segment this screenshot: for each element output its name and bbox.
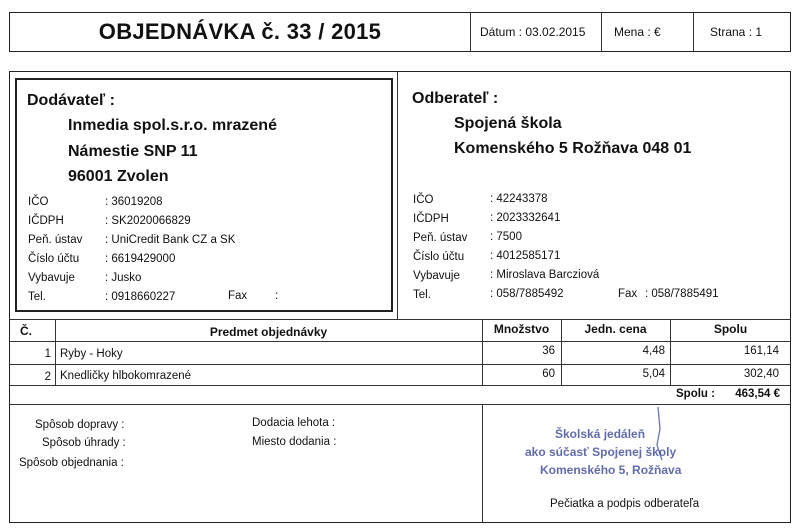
supplier-heading: Dodávateľ : [27, 92, 115, 109]
row-2-qty: 60 [542, 368, 555, 380]
table-row-rule [9, 364, 791, 365]
header-divider [470, 12, 471, 52]
col-header-qty: Množstvo [493, 322, 550, 336]
table-row-rule [9, 385, 791, 386]
supplier-name: Inmedia spol.s.r.o. mrazené [68, 117, 277, 134]
party-divider [397, 71, 398, 319]
customer-tel-value: : 058/7885492 [490, 288, 564, 300]
school-stamp [505, 425, 735, 495]
table-top-rule [9, 319, 791, 320]
customer-icdph-value: : 2023332641 [490, 212, 561, 224]
order-title: OBJEDNÁVKA č. 33 / 2015 [98, 19, 382, 44]
row-1-item: Ryby - Hoky [60, 348, 123, 360]
stamp-line-1: Školská jedáleň [555, 427, 646, 441]
col-header-item: Predmet objednávky [209, 325, 328, 339]
customer-handler-label: Vybavuje [413, 270, 460, 282]
customer-address: Komenského 5 Rožňava 048 01 [454, 140, 692, 157]
customer-ico-value: : 42243378 [490, 193, 548, 205]
customer-icdph-label: IČDPH [413, 213, 449, 225]
supplier-icdph-value: : SK2020066829 [105, 215, 191, 227]
col-header-total: Spolu [713, 322, 748, 336]
supplier-bank-value: : UniCredit Bank CZ a SK [105, 234, 236, 246]
stamp-line-2: ako súčasť Spojenej školy [525, 445, 677, 459]
payment-label: Spôsob úhrady : [42, 437, 126, 449]
header-divider [693, 12, 694, 52]
customer-ico-label: IČO [413, 194, 434, 206]
sum-value: 463,54 € [735, 388, 780, 400]
supplier-street: Námestie SNP 11 [68, 143, 198, 160]
customer-bank-value: : 7500 [490, 231, 522, 243]
col-header-price: Jedn. cena [584, 322, 647, 336]
supplier-handler-label: Vybavuje [28, 272, 75, 284]
customer-tel-label: Tel. [413, 289, 431, 301]
customer-bank-label: Peň. ústav [413, 232, 468, 244]
table-header-rule [9, 341, 791, 342]
footer-divider [482, 404, 483, 523]
customer-fax-value: : 058/7885491 [645, 288, 719, 300]
supplier-account-value: : 6619429000 [105, 253, 176, 265]
stamp-line-3: Komenského 5, Rožňava [540, 463, 682, 477]
supplier-fax-label: Fax [228, 290, 248, 302]
ordering-label: Spôsob objednania : [19, 457, 124, 469]
supplier-ico-value: : 36019208 [105, 196, 163, 208]
customer-handler-value: : Miroslava Barcziová [490, 269, 600, 281]
row-2-item: Knedličky hlbokomrazené [60, 370, 192, 382]
row-1-qty: 36 [542, 345, 555, 357]
supplier-tel-label: Tel. [28, 291, 46, 303]
row-1-no: 1 [44, 348, 51, 360]
customer-account-label: Číslo účtu [413, 251, 465, 263]
supplier-handler-value: : Jusko [105, 272, 142, 284]
row-2-price: 5,04 [642, 368, 665, 380]
supplier-city: 96001 Zvolen [68, 168, 169, 185]
delivery-term-label: Dodacia lehota : [252, 417, 336, 429]
supplier-icdph-label: IČDPH [28, 215, 64, 227]
page-number: Strana : 1 [710, 25, 763, 39]
header-divider [601, 12, 602, 52]
order-date: Dátum : 03.02.2015 [480, 25, 586, 39]
row-1-price: 4,48 [642, 345, 665, 357]
customer-account-value: : 4012585171 [490, 250, 561, 262]
supplier-ico-label: IČO [28, 196, 49, 208]
col-header-no: Č. [20, 324, 32, 338]
order-currency: Mena : € [614, 25, 661, 39]
row-2-total: 302,40 [743, 368, 779, 380]
row-1-total: 161,14 [743, 345, 779, 357]
sum-label: Spolu : [676, 388, 715, 400]
row-2-no: 2 [44, 371, 51, 383]
transport-label: Spôsob dopravy : [35, 419, 125, 431]
customer-heading: Odberateľ : [412, 90, 499, 107]
delivery-place-label: Miesto dodania : [252, 436, 337, 448]
supplier-bank-label: Peň. ústav [28, 234, 83, 246]
signature-label: Pečiatka a podpis odberateľa [550, 498, 700, 510]
customer-name: Spojená škola [454, 115, 562, 132]
supplier-fax-value: : [275, 290, 279, 302]
supplier-account-label: Číslo účtu [28, 253, 80, 265]
signature-mark [640, 405, 680, 465]
customer-fax-label: Fax [618, 288, 638, 300]
supplier-tel-value: : 0918660227 [105, 291, 176, 303]
